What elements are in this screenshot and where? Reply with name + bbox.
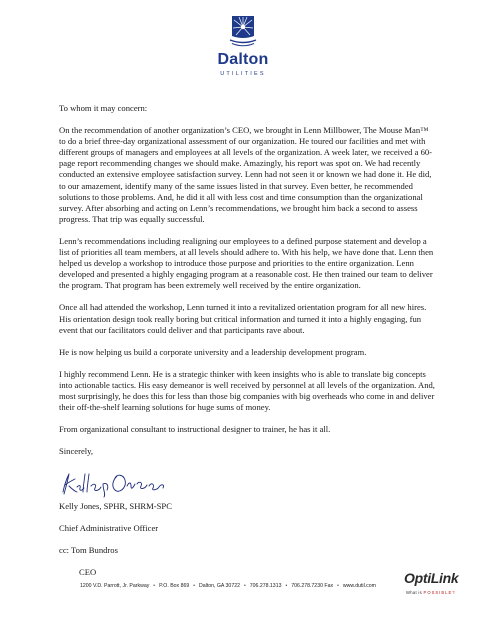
footer-fax: 706.278.7230 Fax	[291, 583, 334, 589]
footer-po-box: P.O. Box 869	[159, 583, 190, 589]
handwritten-signature	[59, 470, 179, 498]
company-tagline: UTILITIES	[220, 71, 266, 77]
signer-title: Chief Administrative Officer	[59, 523, 159, 534]
paragraph-recommendations: Lenn’s recommendations including realigning our employees to a defined purpose statement and develop a list of priorities all team members, at all levels should adhere to. With his help, we have done that. Lenn then helped us develop a workshop to introduce those purpose and priorities to the entire organization. Lenn developed and presented a highly engaging program at a reasonable cost. He then trained our team to deliver the program. That program has been extremely well received by the entire organization.	[59, 235, 434, 291]
footer-separator: •	[243, 583, 246, 589]
footer-website: www.dutil.com	[342, 583, 376, 589]
footer-separator: •	[153, 583, 156, 589]
cc-recipient: cc: Tom Bundros	[59, 545, 118, 556]
optilink-logo	[404, 570, 474, 606]
optilink-name: OptiLink	[404, 570, 459, 586]
letter-body	[59, 103, 437, 589]
cc-block	[59, 545, 437, 578]
footer-street: 1200 V.D. Parrott, Jr. Parkway	[80, 583, 150, 589]
footer-separator: •	[285, 583, 288, 589]
salutation: To whom it may concern:	[59, 103, 148, 113]
optilink-tag-accent: POSSIBLE?	[423, 590, 456, 595]
cc-title: CEO	[79, 567, 97, 578]
optilink-tagline	[406, 590, 456, 595]
paragraph-endorsement: I highly recommend Lenn. He is a strategic thinker with keen insights who is able to translate big concepts into actionable tactics. His easy demeanor is well received by personnel at all levels of the organization. And, most surprisingly, he does this for less than those big companies with big overheads who come in and deliver their off-the-shelf learning solutions for huge sums of money.	[59, 368, 435, 413]
paragraph-university: He is now helping us build a corporate university and a leadership development program.	[59, 346, 367, 357]
footer-separator: •	[337, 583, 339, 589]
dalton-starburst-icon	[228, 14, 258, 48]
footer-separator: •	[193, 583, 196, 589]
paragraph-orientation: Once all had attended the workshop, Lenn turned it into a revitalized orientation program for all new hires. His orientation design took really boring but critical information and turned it into a highly engaging, fun event that our facilitators could deliver and that participants rave about.	[59, 302, 427, 335]
optilink-tag-lead: What is	[406, 590, 423, 595]
paragraph-summary: From organizational consultant to instructional designer to trainer, he has it all.	[59, 424, 331, 435]
dalton-logo	[206, 14, 280, 84]
footer-city: Dalton, GA 30722	[199, 583, 240, 589]
footer-address	[80, 583, 376, 590]
footer-phone: 706.278.1313	[249, 583, 282, 589]
signer-name: Kelly Jones, SPHR, SHRM-SPC	[59, 501, 172, 512]
paragraph-assessment: On the recommendation of another organization’s CEO, we brought in Lenn Millbower, The Mouse Man™ to do a brief three-day organizational assessment of our organization. He toured our facilities and met with different groups of managers and employees at all levels of the organization. A week later, we received a 60-page report recommending changes we should make. Amazingly, his report was spot on. We had recently conducted an extensive employee satisfaction survey. Lenn had not seen it or known we had done it. He did, to our amazement, identify many of the same issues listed in that survey. Even better, he recommended solutions to those problems. And, he did it all with less cost and time consumption than the organizational survey. After absorbing and acting on Lenn’s recommendations, we brought him back a second to assess progress. That trip was equally successful.	[59, 125, 433, 224]
closing: Sincerely,	[59, 446, 94, 457]
company-name: Dalton	[217, 51, 269, 68]
